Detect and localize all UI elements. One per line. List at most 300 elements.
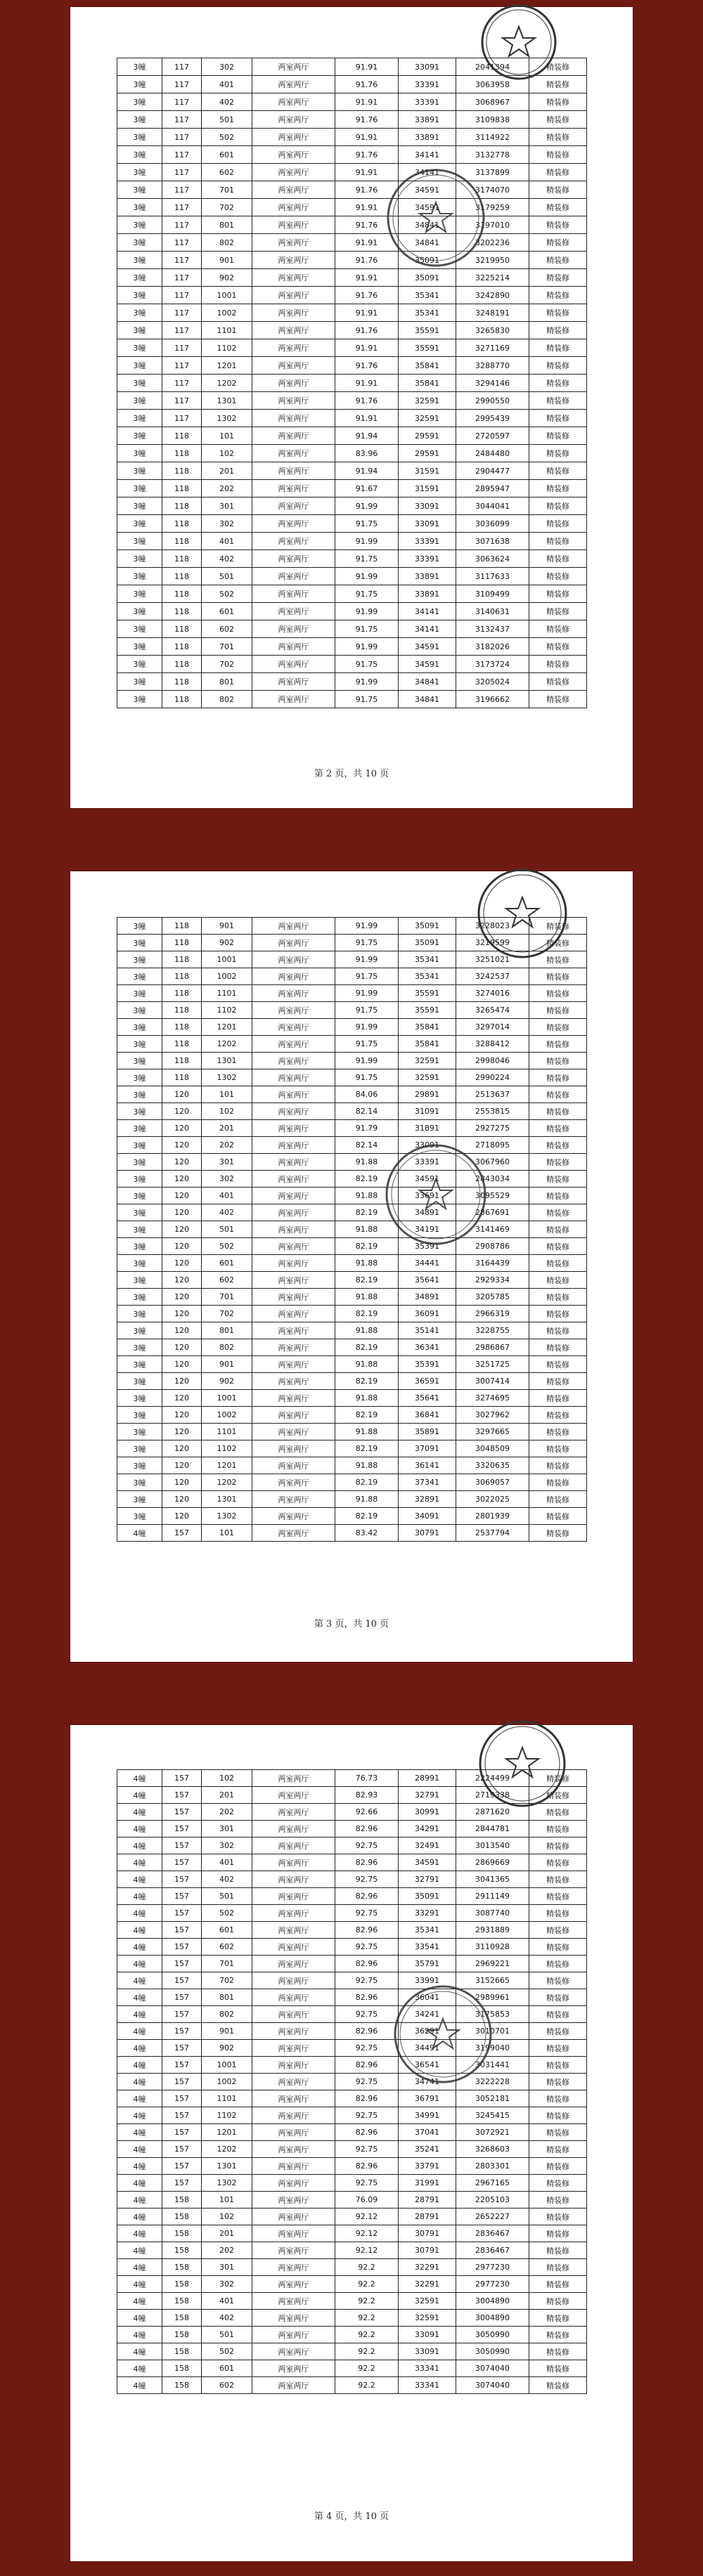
cell-room: 302 [202, 515, 252, 533]
cell-total-price: 3041365 [456, 1871, 529, 1888]
cell-unit-price: 35341 [399, 287, 456, 304]
cell-unit-price: 33391 [399, 533, 456, 550]
cell-decoration: 精装修 [529, 1339, 587, 1356]
cell-area: 91.91 [335, 129, 399, 146]
table-row [117, 1770, 587, 1787]
cell-layout: 两室两厅 [252, 1019, 335, 1036]
cell-room: 601 [202, 1255, 252, 1272]
cell-building: 4幢 [117, 1804, 162, 1821]
cell-total-price: 2224499 [456, 1770, 529, 1787]
cell-room: 901 [202, 1356, 252, 1373]
table-row [117, 918, 587, 935]
cell-unit: 120 [162, 1424, 202, 1440]
cell-area: 91.88 [335, 1322, 399, 1339]
cell-unit: 118 [162, 985, 202, 1002]
cell-unit-price: 30991 [399, 1804, 456, 1821]
cell-unit-price: 33091 [399, 58, 456, 76]
cell-area: 92.75 [335, 2040, 399, 2057]
cell-room: 802 [202, 234, 252, 252]
cell-decoration: 精装修 [529, 1424, 587, 1440]
cell-room: 1001 [202, 287, 252, 304]
cell-building: 3幢 [117, 951, 162, 968]
cell-unit-price: 34591 [399, 181, 456, 199]
cell-area: 91.88 [335, 1457, 399, 1474]
table-row [117, 462, 587, 480]
cell-unit-price: 35141 [399, 1322, 456, 1339]
cell-area: 91.99 [335, 568, 399, 585]
cell-unit-price: 33091 [399, 497, 456, 515]
cell-building: 4幢 [117, 2124, 162, 2141]
cell-room: 501 [202, 1221, 252, 1238]
cell-layout: 两室两厅 [252, 2192, 335, 2209]
cell-room: 101 [202, 1086, 252, 1103]
cell-area: 91.91 [335, 339, 399, 357]
cell-unit-price: 34891 [399, 1289, 456, 1306]
cell-area: 82.19 [335, 1171, 399, 1188]
cell-unit: 118 [162, 1053, 202, 1069]
table-row [117, 2259, 587, 2276]
cell-building: 3幢 [117, 375, 162, 392]
cell-unit: 117 [162, 199, 202, 216]
cell-decoration: 精装修 [529, 620, 587, 638]
cell-unit: 118 [162, 585, 202, 603]
table-row [117, 1086, 587, 1103]
price-table [117, 58, 587, 708]
cell-unit-price: 35341 [399, 304, 456, 322]
cell-decoration: 精装修 [529, 2276, 587, 2293]
cell-layout: 两室两厅 [252, 129, 335, 146]
cell-total-price: 2929334 [456, 1272, 529, 1289]
cell-decoration: 精装修 [529, 1821, 587, 1837]
cell-decoration: 精装修 [529, 1390, 587, 1407]
cell-room: 202 [202, 2242, 252, 2259]
cell-layout: 两室两厅 [252, 2040, 335, 2057]
cell-unit-price: 34591 [399, 638, 456, 656]
cell-unit: 117 [162, 76, 202, 93]
cell-area: 91.75 [335, 585, 399, 603]
cell-area: 82.96 [335, 1888, 399, 1905]
cell-unit: 118 [162, 462, 202, 480]
cell-total-price: 3152665 [456, 1972, 529, 1989]
cell-layout: 两室两厅 [252, 515, 335, 533]
cell-decoration: 精装修 [529, 2225, 587, 2242]
cell-total-price: 3140631 [456, 603, 529, 620]
cell-building: 3幢 [117, 603, 162, 620]
cell-total-price: 3205785 [456, 1289, 529, 1306]
cell-unit: 118 [162, 497, 202, 515]
cell-total-price: 3132778 [456, 146, 529, 164]
table-row [117, 1322, 587, 1339]
cell-unit: 157 [162, 1770, 202, 1787]
cell-building: 3幢 [117, 58, 162, 76]
cell-area: 91.76 [335, 287, 399, 304]
cell-layout: 两室两厅 [252, 1525, 335, 1542]
cell-building: 4幢 [117, 1939, 162, 1956]
cell-total-price: 3027962 [456, 1407, 529, 1424]
cell-unit: 117 [162, 339, 202, 357]
cell-layout: 两室两厅 [252, 1407, 335, 1424]
cell-layout: 两室两厅 [252, 76, 335, 93]
cell-layout: 两室两厅 [252, 339, 335, 357]
cell-unit: 117 [162, 304, 202, 322]
table-row [117, 357, 587, 375]
table-row [117, 1204, 587, 1221]
cell-area: 82.96 [335, 2158, 399, 2175]
cell-decoration: 精装修 [529, 1171, 587, 1188]
table-row [117, 1939, 587, 1956]
cell-area: 82.96 [335, 1854, 399, 1871]
table-row [117, 1956, 587, 1972]
cell-unit-price: 30791 [399, 2225, 456, 2242]
cell-unit-price: 33341 [399, 2360, 456, 2377]
cell-building: 3幢 [117, 1457, 162, 1474]
cell-room: 1302 [202, 410, 252, 427]
cell-room: 802 [202, 2006, 252, 2023]
cell-area: 91.75 [335, 1069, 399, 1086]
cell-decoration: 精装修 [529, 2209, 587, 2225]
cell-room: 702 [202, 199, 252, 216]
cell-area: 91.67 [335, 480, 399, 497]
cell-layout: 两室两厅 [252, 322, 335, 339]
cell-room: 302 [202, 58, 252, 76]
table-row [117, 1289, 587, 1306]
cell-total-price: 3196662 [456, 691, 529, 708]
table-row [117, 1922, 587, 1939]
cell-layout: 两室两厅 [252, 1188, 335, 1204]
cell-room: 902 [202, 1373, 252, 1390]
cell-building: 4幢 [117, 2343, 162, 2360]
cell-unit: 158 [162, 2259, 202, 2276]
cell-decoration: 精装修 [529, 2074, 587, 2090]
cell-room: 902 [202, 935, 252, 951]
cell-layout: 两室两厅 [252, 2141, 335, 2158]
cell-room: 1101 [202, 985, 252, 1002]
cell-unit: 120 [162, 1390, 202, 1407]
cell-building: 3幢 [117, 515, 162, 533]
cell-total-price: 2908786 [456, 1238, 529, 1255]
cell-room: 302 [202, 2276, 252, 2293]
table-row [117, 603, 587, 620]
cell-area: 91.76 [335, 181, 399, 199]
cell-building: 3幢 [117, 568, 162, 585]
cell-area: 91.99 [335, 673, 399, 691]
table-row [117, 1854, 587, 1871]
cell-total-price: 2801939 [456, 1508, 529, 1525]
table-row [117, 2225, 587, 2242]
cell-area: 91.91 [335, 269, 399, 287]
table-row [117, 392, 587, 410]
cell-building: 3幢 [117, 1289, 162, 1306]
cell-area: 91.76 [335, 216, 399, 234]
cell-layout: 两室两厅 [252, 1804, 335, 1821]
table-row [117, 216, 587, 234]
cell-layout: 两室两厅 [252, 1356, 335, 1373]
cell-unit-price: 34491 [399, 2040, 456, 2057]
cell-unit-price: 33891 [399, 111, 456, 129]
cell-unit: 120 [162, 1508, 202, 1525]
cell-room: 301 [202, 1821, 252, 1837]
cell-building: 3幢 [117, 1356, 162, 1373]
cell-decoration: 精装修 [529, 146, 587, 164]
cell-room: 601 [202, 1922, 252, 1939]
cell-layout: 两室两厅 [252, 1103, 335, 1120]
cell-area: 91.88 [335, 1255, 399, 1272]
cell-unit-price: 31091 [399, 1103, 456, 1120]
cell-unit: 157 [162, 2023, 202, 2040]
cell-building: 4幢 [117, 1989, 162, 2006]
cell-building: 3幢 [117, 269, 162, 287]
cell-decoration: 精装修 [529, 691, 587, 708]
cell-decoration: 精装修 [529, 1002, 587, 1019]
cell-room: 602 [202, 1939, 252, 1956]
table-row [117, 638, 587, 656]
cell-total-price: 3072921 [456, 2124, 529, 2141]
cell-area: 91.99 [335, 1019, 399, 1036]
cell-total-price: 2977230 [456, 2276, 529, 2293]
cell-building: 3幢 [117, 129, 162, 146]
cell-unit-price: 34141 [399, 603, 456, 620]
cell-building: 3幢 [117, 1390, 162, 1407]
cell-unit-price: 30791 [399, 1525, 456, 1542]
cell-unit-price: 35591 [399, 322, 456, 339]
cell-room: 702 [202, 1306, 252, 1322]
cell-building: 4幢 [117, 2310, 162, 2327]
cell-total-price: 3228755 [456, 1322, 529, 1339]
cell-decoration: 精装修 [529, 1069, 587, 1086]
cell-layout: 两室两厅 [252, 2259, 335, 2276]
cell-total-price: 2969221 [456, 1956, 529, 1972]
cell-room: 501 [202, 1888, 252, 1905]
cell-unit: 120 [162, 1154, 202, 1171]
cell-room: 901 [202, 2023, 252, 2040]
cell-area: 82.96 [335, 2057, 399, 2074]
cell-layout: 两室两厅 [252, 287, 335, 304]
cell-unit-price: 35591 [399, 985, 456, 1002]
cell-unit: 118 [162, 935, 202, 951]
cell-room: 801 [202, 216, 252, 234]
table-row [117, 410, 587, 427]
cell-layout: 两室两厅 [252, 480, 335, 497]
cell-decoration: 精装修 [529, 1306, 587, 1322]
cell-area: 91.91 [335, 93, 399, 111]
cell-unit: 157 [162, 2057, 202, 2074]
cell-area: 91.88 [335, 1188, 399, 1204]
cell-decoration: 精装修 [529, 1407, 587, 1424]
cell-total-price: 3288412 [456, 1036, 529, 1053]
cell-area: 92.2 [335, 2276, 399, 2293]
cell-layout: 两室两厅 [252, 58, 335, 76]
cell-total-price: 3251725 [456, 1356, 529, 1373]
cell-room: 301 [202, 497, 252, 515]
cell-unit: 157 [162, 2158, 202, 2175]
cell-unit-price: 37341 [399, 1474, 456, 1491]
cell-area: 92.75 [335, 1837, 399, 1854]
table-row [117, 1821, 587, 1837]
cell-decoration: 精装修 [529, 1474, 587, 1491]
cell-total-price: 2844781 [456, 1821, 529, 1837]
table-row [117, 58, 587, 76]
cell-area: 82.96 [335, 1956, 399, 1972]
cell-area: 91.75 [335, 620, 399, 638]
cell-area: 83.96 [335, 445, 399, 462]
cell-area: 92.12 [335, 2209, 399, 2225]
cell-layout: 两室两厅 [252, 2057, 335, 2074]
cell-total-price: 2652227 [456, 2209, 529, 2225]
table-row [117, 1019, 587, 1036]
cell-unit: 120 [162, 1272, 202, 1289]
cell-area: 91.99 [335, 1053, 399, 1069]
cell-room: 802 [202, 691, 252, 708]
cell-layout: 两室两厅 [252, 164, 335, 181]
table-row [117, 1508, 587, 1525]
cell-building: 4幢 [117, 1905, 162, 1922]
cell-area: 91.91 [335, 58, 399, 76]
cell-total-price: 2843034 [456, 1171, 529, 1188]
cell-unit: 118 [162, 1019, 202, 1036]
cell-room: 1202 [202, 1474, 252, 1491]
cell-room: 402 [202, 93, 252, 111]
cell-building: 4幢 [117, 1922, 162, 1939]
cell-decoration: 精装修 [529, 1356, 587, 1373]
cell-building: 3幢 [117, 146, 162, 164]
cell-unit: 118 [162, 673, 202, 691]
cell-unit-price: 34591 [399, 1854, 456, 1871]
cell-decoration: 精装修 [529, 2107, 587, 2124]
cell-unit-price: 33541 [399, 1939, 456, 1956]
cell-unit-price: 35841 [399, 1036, 456, 1053]
cell-unit-price: 30791 [399, 2242, 456, 2259]
cell-decoration: 精装修 [529, 2141, 587, 2158]
cell-layout: 两室两厅 [252, 2327, 335, 2343]
cell-unit-price: 36141 [399, 1457, 456, 1474]
cell-room: 402 [202, 1204, 252, 1221]
cell-unit-price: 28791 [399, 2209, 456, 2225]
cell-unit: 157 [162, 2124, 202, 2141]
cell-decoration: 精装修 [529, 445, 587, 462]
cell-layout: 两室两厅 [252, 1322, 335, 1339]
cell-total-price: 3248191 [456, 304, 529, 322]
cell-unit: 120 [162, 1474, 202, 1491]
cell-area: 91.99 [335, 638, 399, 656]
cell-area: 91.88 [335, 1154, 399, 1171]
cell-unit-price: 34141 [399, 146, 456, 164]
cell-unit: 120 [162, 1086, 202, 1103]
cell-layout: 两室两厅 [252, 1424, 335, 1440]
cell-decoration: 精装修 [529, 181, 587, 199]
cell-unit: 120 [162, 1204, 202, 1221]
cell-unit-price: 29891 [399, 1086, 456, 1103]
cell-room: 302 [202, 1837, 252, 1854]
cell-total-price: 3288770 [456, 357, 529, 375]
cell-building: 4幢 [117, 2209, 162, 2225]
table-row [117, 93, 587, 111]
table-row [117, 2276, 587, 2293]
cell-layout: 两室两厅 [252, 2090, 335, 2107]
table-row [117, 1188, 587, 1204]
cell-unit: 120 [162, 1103, 202, 1120]
cell-unit-price: 33391 [399, 550, 456, 568]
cell-layout: 两室两厅 [252, 2124, 335, 2141]
cell-area: 82.96 [335, 2023, 399, 2040]
cell-layout: 两室两厅 [252, 585, 335, 603]
cell-layout: 两室两厅 [252, 1922, 335, 1939]
cell-unit-price: 36791 [399, 2090, 456, 2107]
cell-room: 701 [202, 1289, 252, 1306]
cell-layout: 两室两厅 [252, 1086, 335, 1103]
cell-building: 3幢 [117, 1424, 162, 1440]
cell-layout: 两室两厅 [252, 1272, 335, 1289]
cell-building: 3幢 [117, 638, 162, 656]
table-row [117, 1137, 587, 1154]
cell-room: 901 [202, 252, 252, 269]
cell-room: 801 [202, 1989, 252, 2006]
table-row [117, 146, 587, 164]
cell-total-price: 2484480 [456, 445, 529, 462]
cell-layout: 两室两厅 [252, 620, 335, 638]
cell-room: 202 [202, 1137, 252, 1154]
cell-unit-price: 35641 [399, 1272, 456, 1289]
cell-unit: 157 [162, 1939, 202, 1956]
cell-unit-price: 35341 [399, 1922, 456, 1939]
cell-total-price: 3044041 [456, 497, 529, 515]
table-row [117, 533, 587, 550]
cell-unit: 120 [162, 1137, 202, 1154]
cell-area: 91.75 [335, 935, 399, 951]
cell-total-price: 2931889 [456, 1922, 529, 1939]
cell-total-price: 3265474 [456, 1002, 529, 1019]
cell-total-price: 3297665 [456, 1424, 529, 1440]
cell-room: 401 [202, 533, 252, 550]
cell-total-price: 2990550 [456, 392, 529, 410]
cell-room: 201 [202, 1787, 252, 1804]
cell-building: 4幢 [117, 1525, 162, 1542]
cell-room: 1001 [202, 1390, 252, 1407]
table-row [117, 111, 587, 129]
cell-decoration: 精装修 [529, 2090, 587, 2107]
cell-decoration: 精装修 [529, 1103, 587, 1120]
cell-unit: 157 [162, 2175, 202, 2192]
cell-unit-price: 37041 [399, 2124, 456, 2141]
cell-room: 502 [202, 1238, 252, 1255]
cell-layout: 两室两厅 [252, 2293, 335, 2310]
cell-layout: 两室两厅 [252, 2074, 335, 2090]
cell-area: 82.19 [335, 1373, 399, 1390]
cell-decoration: 精装修 [529, 1019, 587, 1036]
cell-total-price: 2869669 [456, 1854, 529, 1871]
cell-unit-price: 34591 [399, 199, 456, 216]
cell-room: 1002 [202, 1407, 252, 1424]
cell-decoration: 精装修 [529, 2259, 587, 2276]
cell-decoration: 精装修 [529, 1956, 587, 1972]
cell-area: 91.91 [335, 375, 399, 392]
cell-room: 1002 [202, 2074, 252, 2090]
cell-building: 3幢 [117, 234, 162, 252]
cell-area: 91.99 [335, 918, 399, 935]
cell-total-price: 3228023 [456, 918, 529, 935]
cell-area: 92.12 [335, 2225, 399, 2242]
cell-unit: 158 [162, 2327, 202, 2343]
cell-building: 4幢 [117, 2158, 162, 2175]
cell-layout: 两室两厅 [252, 1905, 335, 1922]
cell-building: 4幢 [117, 1821, 162, 1837]
cell-layout: 两室两厅 [252, 2377, 335, 2394]
cell-area: 91.76 [335, 76, 399, 93]
table-row [117, 968, 587, 985]
cell-total-price: 3219950 [456, 252, 529, 269]
cell-unit: 157 [162, 1888, 202, 1905]
cell-unit: 118 [162, 1036, 202, 1053]
cell-unit: 158 [162, 2225, 202, 2242]
